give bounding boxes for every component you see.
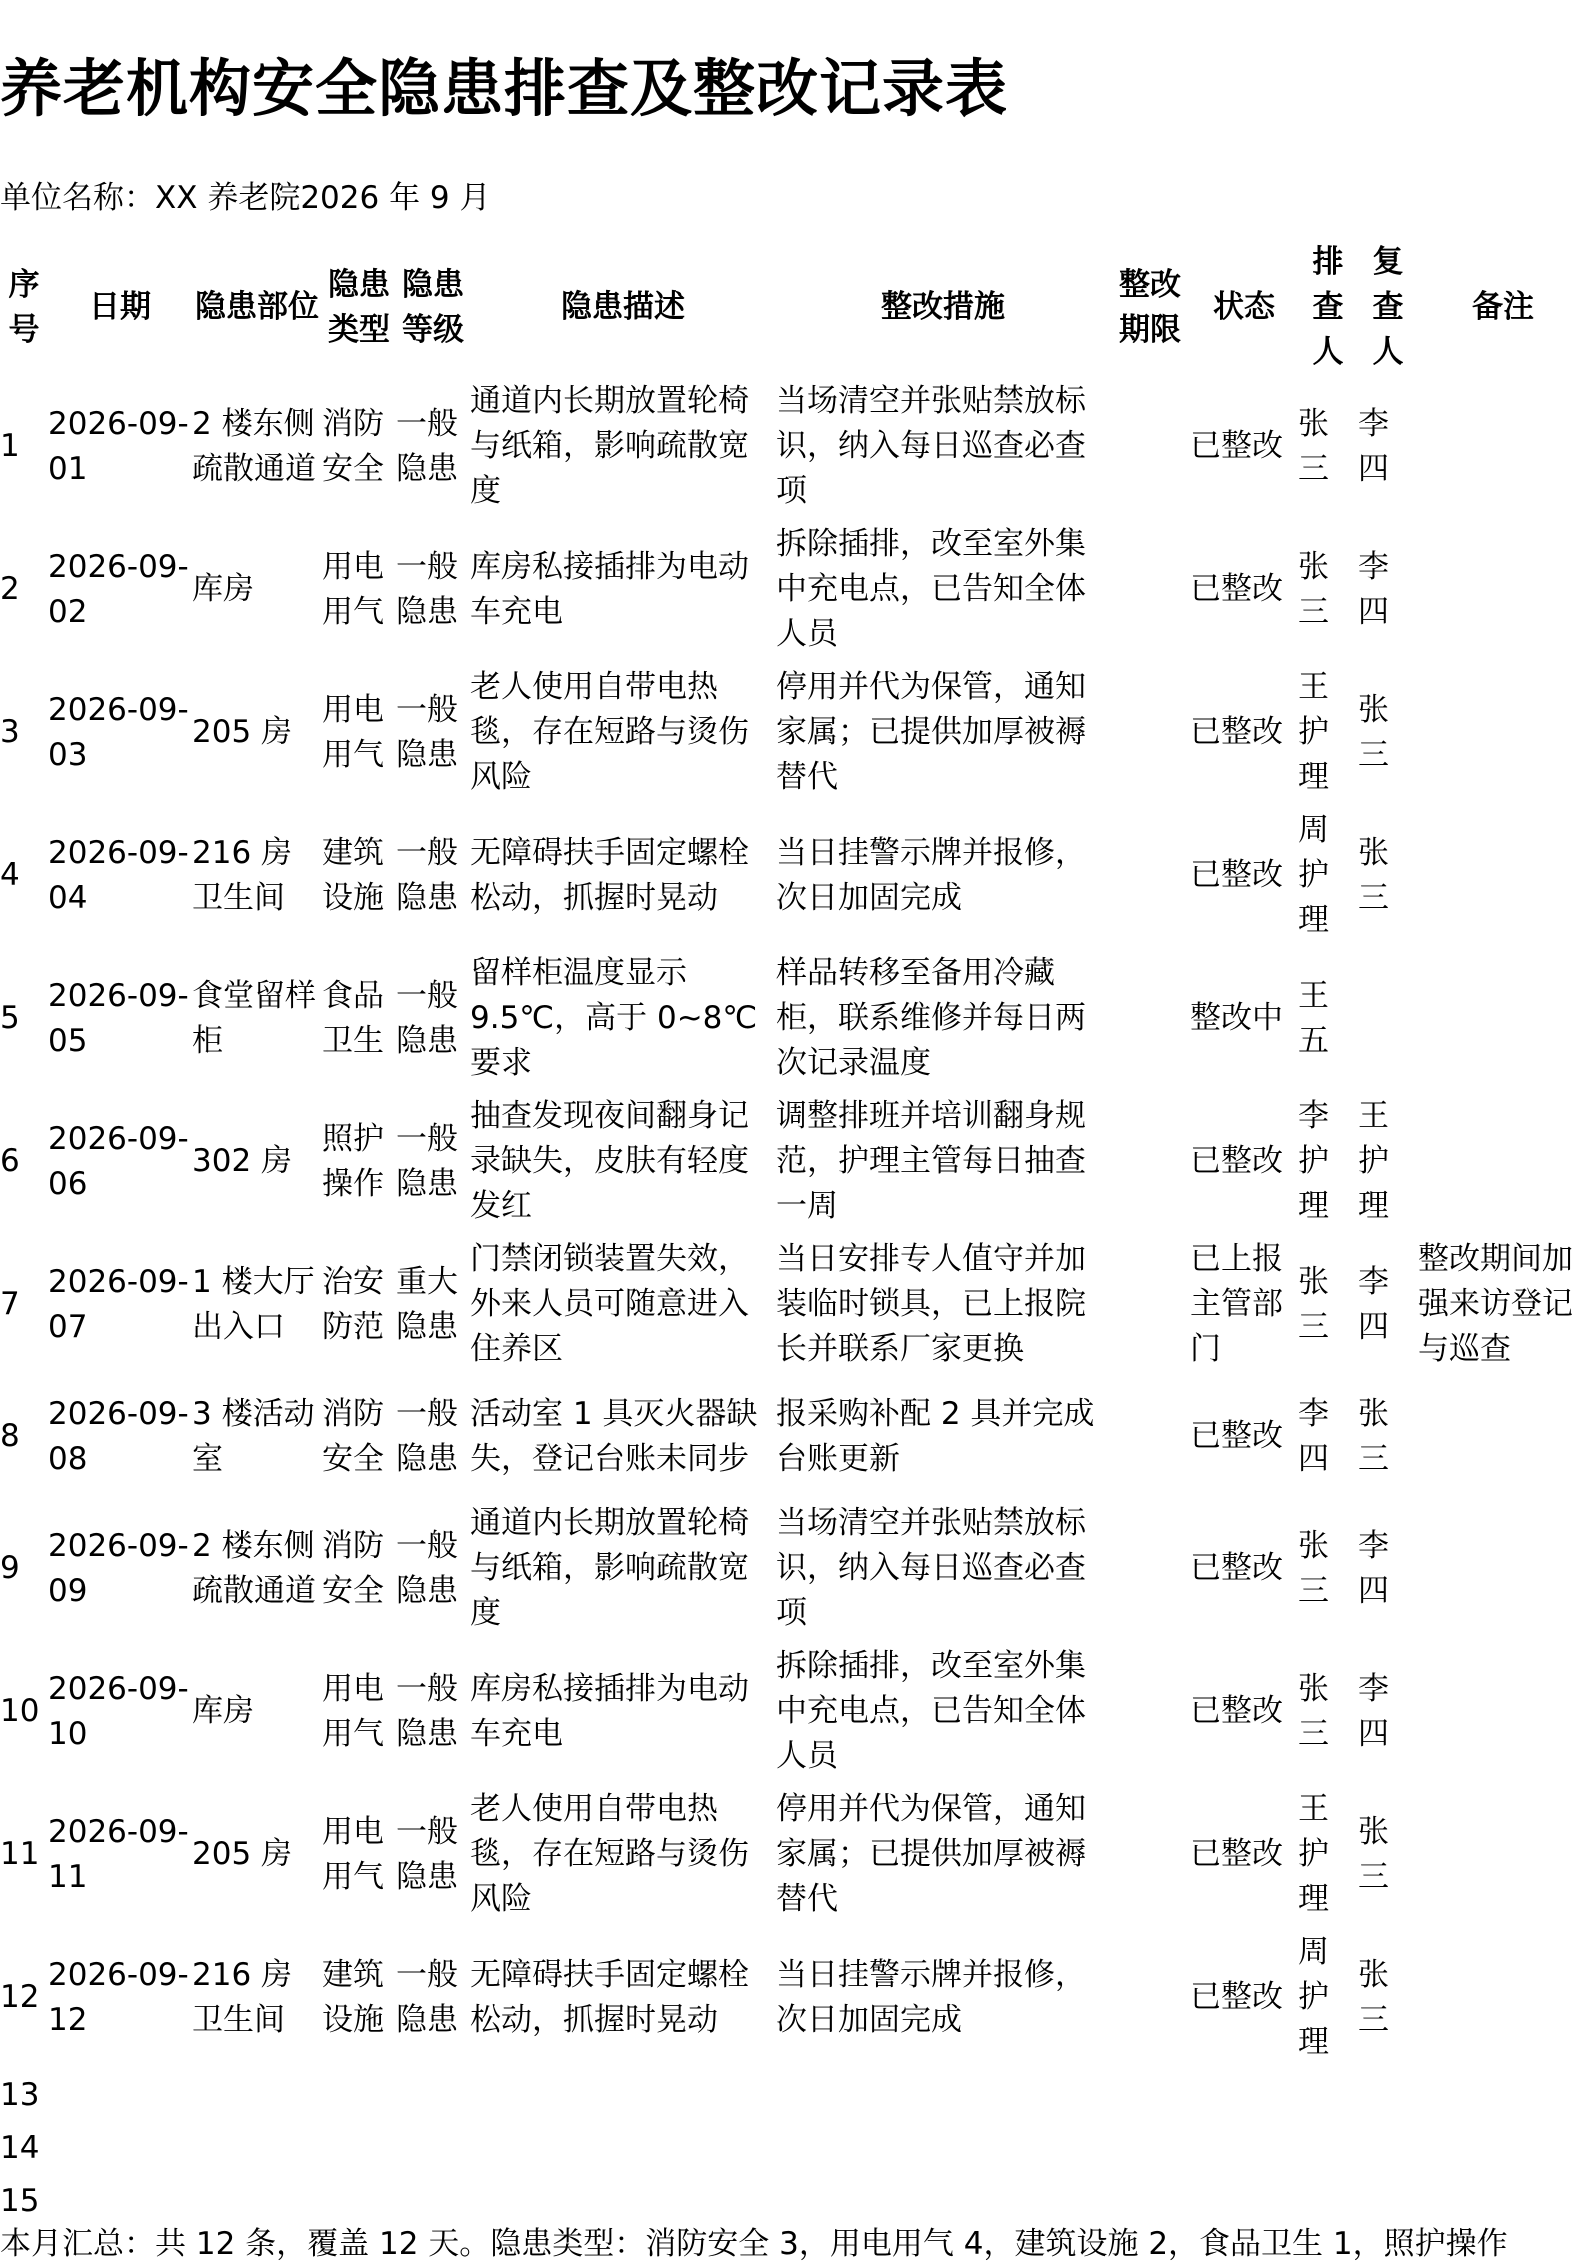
table-row bbox=[0, 1783, 1588, 1926]
cell-description: 留样柜温度显示 9.5℃，高于 0~8℃ 要求 bbox=[470, 955, 758, 1081]
table-row bbox=[0, 804, 1588, 947]
cell-inspector: 张三 bbox=[1298, 1527, 1329, 1609]
cell-description: 无障碍扶手固定螺栓松动，抓握时晃动 bbox=[470, 1956, 749, 2038]
cell-location bbox=[192, 2175, 322, 2228]
header-reviewer: 复查人 bbox=[1372, 244, 1404, 370]
cell-type: 消防安全 bbox=[322, 1527, 384, 1609]
cell-status: 已整改 bbox=[1190, 1143, 1283, 1179]
cell-deadline bbox=[1110, 1233, 1190, 1376]
cell-deadline bbox=[1110, 1090, 1190, 1233]
cell-status bbox=[1190, 2175, 1298, 2228]
cell-seq: 10 bbox=[0, 1693, 40, 1729]
cell-type: 用电用气 bbox=[322, 1670, 384, 1752]
cell-reviewer bbox=[1358, 2069, 1418, 2122]
cell-description: 通道内长期放置轮椅与纸箱，影响疏散宽度 bbox=[470, 383, 749, 509]
cell-location: 302 房 bbox=[192, 1143, 293, 1179]
table-row bbox=[0, 375, 1588, 518]
cell-status: 已整改 bbox=[1190, 1418, 1283, 1454]
cell-level: 一般隐患 bbox=[396, 1527, 458, 1609]
cell-status bbox=[1190, 2122, 1298, 2175]
header-date: 日期 bbox=[89, 289, 151, 325]
cell-level: 一般隐患 bbox=[396, 1813, 458, 1895]
cell-seq: 6 bbox=[0, 1143, 20, 1179]
cell-location: 2 楼东侧疏散通道 bbox=[192, 1527, 316, 1609]
cell-note bbox=[1418, 375, 1588, 518]
cell-note bbox=[1418, 2175, 1588, 2228]
cell-measures: 拆除插排，改至室外集中充电点，已告知全体人员 bbox=[776, 526, 1086, 652]
cell-seq: 3 bbox=[0, 714, 20, 750]
cell-inspector: 王护理 bbox=[1298, 669, 1329, 795]
cell-deadline bbox=[1110, 661, 1190, 804]
cell-note bbox=[1418, 1090, 1588, 1233]
cell-description: 老人使用自带电热毯，存在短路与烫伤风险 bbox=[470, 669, 749, 795]
cell-status: 已整改 bbox=[1190, 1979, 1283, 2015]
cell-seq: 4 bbox=[0, 857, 20, 893]
cell-note bbox=[1418, 661, 1588, 804]
cell-note bbox=[1418, 1640, 1588, 1783]
cell-level: 一般隐患 bbox=[396, 977, 458, 1059]
cell-seq: 14 bbox=[0, 2130, 40, 2166]
cell-measures bbox=[776, 2069, 1110, 2122]
cell-level: 一般隐患 bbox=[396, 1120, 458, 1202]
cell-location bbox=[192, 2069, 322, 2122]
cell-deadline bbox=[1110, 1497, 1190, 1640]
cell-type: 食品卫生 bbox=[322, 977, 384, 1059]
cell-deadline bbox=[1110, 1783, 1190, 1926]
cell-date: 2026-09-04 bbox=[48, 834, 189, 916]
cell-status: 已整改 bbox=[1190, 714, 1283, 750]
table-row bbox=[0, 1497, 1588, 1640]
cell-measures: 样品转移至备用冷藏柜，联系维修并每日两次记录温度 bbox=[776, 955, 1086, 1081]
cell-type bbox=[322, 2122, 396, 2175]
cell-description: 库房私接插排为电动车充电 bbox=[470, 1670, 749, 1752]
cell-location: 库房 bbox=[192, 1693, 254, 1729]
table-row bbox=[0, 1640, 1588, 1783]
cell-reviewer bbox=[1358, 947, 1418, 1090]
cell-deadline bbox=[1110, 1376, 1190, 1497]
cell-deadline bbox=[1110, 804, 1190, 947]
cell-reviewer: 张三 bbox=[1358, 1395, 1389, 1477]
cell-type: 用电用气 bbox=[322, 691, 384, 773]
cell-seq: 1 bbox=[0, 428, 20, 464]
cell-note bbox=[1418, 947, 1588, 1090]
cell-reviewer: 李四 bbox=[1358, 1670, 1389, 1752]
cell-inspector: 张三 bbox=[1298, 548, 1329, 630]
cell-seq: 11 bbox=[0, 1836, 40, 1872]
cell-deadline bbox=[1110, 947, 1190, 1090]
cell-status bbox=[1190, 2069, 1298, 2122]
header-measures: 整改措施 bbox=[881, 289, 1005, 325]
cell-location: 205 房 bbox=[192, 714, 293, 750]
cell-type bbox=[322, 2175, 396, 2228]
table-row bbox=[0, 2175, 1588, 2228]
cell-type: 消防安全 bbox=[322, 405, 384, 487]
cell-level: 重大隐患 bbox=[396, 1263, 458, 1345]
header-description: 隐患描述 bbox=[561, 289, 685, 325]
table-row bbox=[0, 947, 1588, 1090]
cell-deadline bbox=[1110, 375, 1190, 518]
cell-location: 2 楼东侧疏散通道 bbox=[192, 405, 316, 487]
cell-location: 205 房 bbox=[192, 1836, 293, 1872]
cell-note bbox=[1418, 2122, 1588, 2175]
cell-status: 已整改 bbox=[1190, 1836, 1283, 1872]
cell-note bbox=[1418, 1926, 1588, 2069]
cell-type: 建筑设施 bbox=[322, 1956, 384, 2038]
cell-description bbox=[470, 2122, 776, 2175]
cell-description: 库房私接插排为电动车充电 bbox=[470, 548, 749, 630]
cell-reviewer: 张三 bbox=[1358, 834, 1389, 916]
cell-seq: 12 bbox=[0, 1979, 40, 2015]
hazard-record-table bbox=[0, 240, 1588, 2228]
cell-location: 食堂留样柜 bbox=[192, 977, 316, 1059]
cell-description: 无障碍扶手固定螺栓松动，抓握时晃动 bbox=[470, 834, 749, 916]
cell-date bbox=[48, 2069, 192, 2122]
cell-location: 216 房卫生间 bbox=[192, 834, 293, 916]
cell-note bbox=[1418, 804, 1588, 947]
table-row bbox=[0, 2122, 1588, 2175]
cell-location: 216 房卫生间 bbox=[192, 1956, 293, 2038]
cell-measures bbox=[776, 2122, 1110, 2175]
cell-deadline bbox=[1110, 518, 1190, 661]
cell-status: 已整改 bbox=[1190, 428, 1283, 464]
cell-type bbox=[322, 2069, 396, 2122]
cell-status: 已上报主管部门 bbox=[1190, 1241, 1283, 1367]
cell-level: 一般隐患 bbox=[396, 1956, 458, 2038]
cell-note bbox=[1418, 1497, 1588, 1640]
cell-description bbox=[470, 2069, 776, 2122]
table-row bbox=[0, 2069, 1588, 2122]
cell-level: 一般隐患 bbox=[396, 405, 458, 487]
cell-level: 一般隐患 bbox=[396, 691, 458, 773]
cell-measures: 当日挂警示牌并报修，次日加固完成 bbox=[776, 834, 1086, 916]
header-note: 备注 bbox=[1472, 289, 1534, 325]
cell-type: 治安防范 bbox=[322, 1263, 384, 1345]
cell-deadline bbox=[1110, 2175, 1190, 2228]
cell-seq: 5 bbox=[0, 1000, 20, 1036]
cell-type: 用电用气 bbox=[322, 1813, 384, 1895]
cell-type: 建筑设施 bbox=[322, 834, 384, 916]
cell-reviewer: 张三 bbox=[1358, 1956, 1389, 2038]
cell-description bbox=[470, 2175, 776, 2228]
table-header-row bbox=[0, 240, 1588, 375]
table-row bbox=[0, 1376, 1588, 1497]
cell-date bbox=[48, 2122, 192, 2175]
cell-inspector: 李护理 bbox=[1298, 1098, 1329, 1224]
header-seq: 序号 bbox=[8, 266, 40, 348]
cell-reviewer: 张三 bbox=[1358, 1813, 1389, 1895]
cell-note bbox=[1418, 1783, 1588, 1926]
cell-date: 2026-09-01 bbox=[48, 405, 189, 487]
cell-date: 2026-09-07 bbox=[48, 1263, 189, 1345]
cell-note: 整改期间加强来访登记与巡查 bbox=[1418, 1241, 1573, 1367]
cell-status: 已整改 bbox=[1190, 571, 1283, 607]
cell-description: 通道内长期放置轮椅与纸箱，影响疏散宽度 bbox=[470, 1505, 749, 1631]
cell-deadline bbox=[1110, 1640, 1190, 1783]
cell-reviewer: 李四 bbox=[1358, 1527, 1389, 1609]
cell-level bbox=[396, 2122, 470, 2175]
monthly-summary: 本月汇总：共 12 条，覆盖 12 天。隐患类型：消防安全 3，用电用气 4，建筑设施 2，食品卫生 1，照护操作 bbox=[0, 2226, 1508, 2262]
unit-name-line: 单位名称：XX 养老院2026 年 9 月 bbox=[0, 180, 491, 216]
cell-date: 2026-09-06 bbox=[48, 1120, 189, 1202]
cell-status: 已整改 bbox=[1190, 1550, 1283, 1586]
cell-inspector: 张三 bbox=[1298, 1670, 1329, 1752]
cell-seq: 13 bbox=[0, 2077, 40, 2113]
cell-seq: 15 bbox=[0, 2183, 40, 2219]
cell-seq: 9 bbox=[0, 1550, 20, 1586]
header-inspector: 排查人 bbox=[1312, 244, 1344, 370]
cell-reviewer bbox=[1358, 2122, 1418, 2175]
cell-status: 已整改 bbox=[1190, 857, 1283, 893]
cell-status: 整改中 bbox=[1190, 1000, 1283, 1036]
cell-seq: 8 bbox=[0, 1418, 20, 1454]
cell-type: 用电用气 bbox=[322, 548, 384, 630]
cell-description: 活动室 1 具灭火器缺失，登记台账未同步 bbox=[470, 1395, 758, 1477]
cell-inspector: 周护理 bbox=[1298, 812, 1329, 938]
table-row bbox=[0, 1233, 1588, 1376]
cell-level bbox=[396, 2069, 470, 2122]
cell-date bbox=[48, 2175, 192, 2228]
cell-date: 2026-09-03 bbox=[48, 691, 189, 773]
cell-measures: 停用并代为保管，通知家属；已提供加厚被褥替代 bbox=[776, 669, 1086, 795]
cell-measures: 报采购补配 2 具并完成台账更新 bbox=[776, 1395, 1095, 1477]
cell-measures: 拆除插排，改至室外集中充电点，已告知全体人员 bbox=[776, 1648, 1086, 1774]
cell-note bbox=[1418, 518, 1588, 661]
cell-inspector: 王五 bbox=[1298, 977, 1329, 1059]
cell-date: 2026-09-12 bbox=[48, 1956, 189, 2038]
header-deadline: 整改期限 bbox=[1119, 266, 1181, 348]
table-body bbox=[0, 375, 1588, 2228]
cell-measures: 调整排班并培训翻身规范，护理主管每日抽查一周 bbox=[776, 1098, 1086, 1224]
header-location: 隐患部位 bbox=[195, 289, 319, 325]
cell-measures bbox=[776, 2175, 1110, 2228]
cell-reviewer: 李四 bbox=[1358, 548, 1389, 630]
cell-inspector: 张三 bbox=[1298, 1263, 1329, 1345]
cell-inspector: 王护理 bbox=[1298, 1791, 1329, 1917]
cell-inspector bbox=[1298, 2175, 1358, 2228]
cell-note bbox=[1418, 1376, 1588, 1497]
cell-inspector: 周护理 bbox=[1298, 1934, 1329, 2060]
cell-level bbox=[396, 2175, 470, 2228]
cell-measures: 当日安排专人值守并加装临时锁具，已上报院长并联系厂家更换 bbox=[776, 1241, 1086, 1367]
cell-level: 一般隐患 bbox=[396, 1670, 458, 1752]
header-type: 隐患类型 bbox=[328, 266, 390, 348]
cell-location: 3 楼活动室 bbox=[192, 1395, 315, 1477]
page-title: 养老机构安全隐患排查及整改记录表 bbox=[0, 52, 1009, 125]
cell-deadline bbox=[1110, 1926, 1190, 2069]
cell-measures: 当日挂警示牌并报修，次日加固完成 bbox=[776, 1956, 1086, 2038]
table-row bbox=[0, 518, 1588, 661]
cell-measures: 停用并代为保管，通知家属；已提供加厚被褥替代 bbox=[776, 1791, 1086, 1917]
cell-inspector bbox=[1298, 2122, 1358, 2175]
cell-description: 老人使用自带电热毯，存在短路与烫伤风险 bbox=[470, 1791, 749, 1917]
cell-date: 2026-09-10 bbox=[48, 1670, 189, 1752]
cell-measures: 当场清空并张贴禁放标识，纳入每日巡查必查项 bbox=[776, 1505, 1086, 1631]
cell-reviewer bbox=[1358, 2175, 1418, 2228]
cell-date: 2026-09-08 bbox=[48, 1395, 189, 1477]
table-row bbox=[0, 661, 1588, 804]
cell-reviewer: 张三 bbox=[1358, 691, 1389, 773]
header-level: 隐患等级 bbox=[402, 266, 464, 348]
cell-date: 2026-09-05 bbox=[48, 977, 189, 1059]
cell-location: 1 楼大厅出入口 bbox=[192, 1263, 315, 1345]
cell-seq: 2 bbox=[0, 571, 20, 607]
cell-type: 照护操作 bbox=[322, 1120, 384, 1202]
cell-reviewer: 王护理 bbox=[1358, 1098, 1389, 1224]
cell-level: 一般隐患 bbox=[396, 548, 458, 630]
cell-level: 一般隐患 bbox=[396, 1395, 458, 1477]
cell-location: 库房 bbox=[192, 571, 254, 607]
cell-type: 消防安全 bbox=[322, 1395, 384, 1477]
cell-seq: 7 bbox=[0, 1286, 20, 1322]
cell-description: 抽查发现夜间翻身记录缺失，皮肤有轻度发红 bbox=[470, 1098, 749, 1224]
cell-reviewer: 李四 bbox=[1358, 405, 1389, 487]
cell-reviewer: 李四 bbox=[1358, 1263, 1389, 1345]
table-row bbox=[0, 1926, 1588, 2069]
cell-date: 2026-09-11 bbox=[48, 1813, 189, 1895]
cell-inspector bbox=[1298, 2069, 1358, 2122]
header-status: 状态 bbox=[1213, 289, 1275, 325]
cell-description: 门禁闭锁装置失效，外来人员可随意进入住养区 bbox=[470, 1241, 749, 1367]
cell-date: 2026-09-02 bbox=[48, 548, 189, 630]
cell-location bbox=[192, 2122, 322, 2175]
cell-note bbox=[1418, 2069, 1588, 2122]
cell-deadline bbox=[1110, 2069, 1190, 2122]
cell-status: 已整改 bbox=[1190, 1693, 1283, 1729]
table-row bbox=[0, 1090, 1588, 1233]
cell-deadline bbox=[1110, 2122, 1190, 2175]
cell-level: 一般隐患 bbox=[396, 834, 458, 916]
cell-measures: 当场清空并张贴禁放标识，纳入每日巡查必查项 bbox=[776, 383, 1086, 509]
cell-inspector: 李四 bbox=[1298, 1395, 1329, 1477]
cell-inspector: 张三 bbox=[1298, 405, 1329, 487]
cell-date: 2026-09-09 bbox=[48, 1527, 189, 1609]
